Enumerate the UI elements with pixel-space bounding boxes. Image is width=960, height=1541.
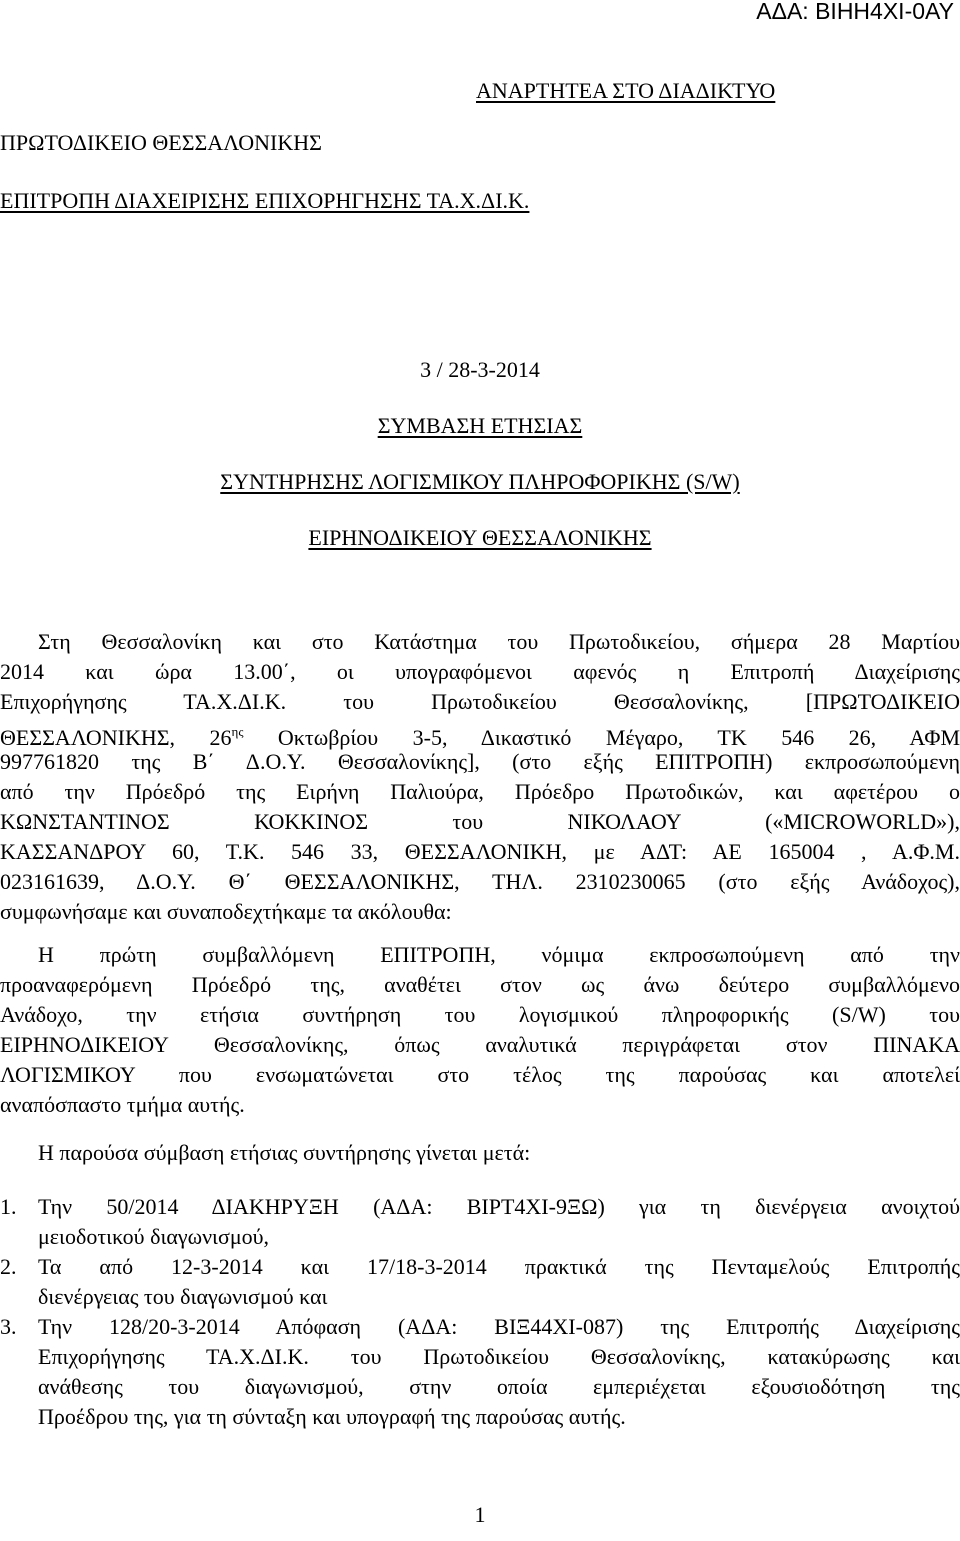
paragraph-line: αναπόσπαστο τμήμα αυτής.: [0, 1092, 245, 1117]
title-line-3-text: ΕΙΡΗΝΟΔΙΚΕΙΟΥ ΘΕΣΣΑΛΟΝΙΚΗΣ: [308, 525, 652, 550]
ordinal-superscript: ης: [231, 724, 244, 739]
paragraph-basis: [0, 1138, 960, 1168]
title-line-2-text: ΣΥΝΤΗΡΗΣΗΣ ΛΟΓΙΣΜΙΚΟΥ ΠΛΗΡΟΦΟΡΙΚΗΣ (S/W): [220, 469, 740, 494]
list-number: 3.: [0, 1314, 17, 1339]
paragraph-line: 2014 και ώρα 13.00΄, οι υπογραφόμενοι αφενός η Επιτροπή Διαχείρισης: [0, 659, 960, 684]
posting-note: ΑΝΑΡΤΗΤΕΑ ΣΤΟ ΔΙΑΔΙΚΤΥΟ: [476, 78, 776, 103]
title-line-2: [0, 469, 960, 495]
court-name: ΠΡΩΤΟΔΙΚΕΙΟ ΘΕΣΣΑΛΟΝΙΚΗΣ: [0, 130, 322, 155]
list-line: Επιχορήγησης ΤΑ.Χ.ΔΙ.Κ. του Πρωτοδικείου Θεσσαλονίκης, κατακύρωσης και: [38, 1344, 960, 1369]
paragraph-line: ΕΙΡΗΝΟΔΙΚΕΙΟΥ Θεσσαλονίκης, όπως αναλυτικά περιγράφεται στον ΠΙΝΑΚΑ: [0, 1032, 960, 1057]
title-line-3: [0, 525, 960, 551]
title-line-1-text: ΣΥΜΒΑΣΗ ΕΤΗΣΙΑΣ: [377, 413, 583, 438]
paragraph-line: Η πρώτη συμβαλλόμενη ΕΠΙΤΡΟΠΗ, νόμιμα εκπροσωπούμενη από την: [38, 942, 960, 967]
paragraph-line: ΚΑΣΣΑΝΔΡΟΥ 60, Τ.Κ. 546 33, ΘΕΣΣΑΛΟΝΙΚΗ, με ΑΔΤ: ΑΕ 165004 , Α.Φ.Μ.: [0, 839, 960, 864]
paragraph-line: ΛΟΓΙΣΜΙΚΟΥ που ενσωματώνεται στο τέλος της παρούσας και αποτελεί: [0, 1062, 960, 1087]
list-item: [0, 1252, 960, 1312]
basis-list: [0, 1192, 960, 1432]
committee-name: ΕΠΙΤΡΟΠΗ ΔΙΑΧΕΙΡΙΣΗΣ ΕΠΙΧΟΡΗΓΗΣΗΣ ΤΑ.Χ.ΔΙ.Κ.: [0, 188, 530, 213]
list-line: διενέργειας του διαγωνισμού και: [38, 1284, 328, 1309]
paragraph-line: Στη Θεσσαλονίκη και στο Κατάστημα του Πρωτοδικείου, σήμερα 28 Μαρτίου: [38, 629, 960, 654]
paragraph-line-part: ΘΕΣΣΑΛΟΝΙΚΗΣ, 26: [0, 725, 232, 750]
paragraph-line: [0, 717, 960, 750]
paragraph-line: από την Πρόεδρό της Ειρήνη Παλιούρα, Πρόεδρο Πρωτοδικών, και αφετέρου ο: [0, 779, 960, 804]
paragraph-line: Επιχορήγησης ΤΑ.Χ.ΔΙ.Κ. του Πρωτοδικείου Θεσσαλονίκης, [ΠΡΩΤΟΔΙΚΕΙΟ: [0, 689, 960, 714]
list-line: Την 128/20-3-2014 Απόφαση (ΑΔΑ: ΒΙΞ44ΧΙ-087) της Επιτροπής Διαχείρισης: [38, 1314, 960, 1339]
contract-number: 3 / 28-3-2014: [420, 357, 540, 382]
list-item: [0, 1192, 960, 1252]
list-line: Προέδρου της, για τη σύνταξη και υπογραφή της παρούσας αυτής.: [38, 1404, 626, 1429]
paragraph-line: ΚΩΝΣΤΑΝΤΙΝΟΣ ΚΟΚΚΙΝΟΣ του ΝΙΚΟΛΑΟΥ («MICROWORLD»),: [0, 809, 960, 834]
title-line-1: [0, 413, 960, 439]
list-line: ανάθεσης του διαγωνισμού, στην οποία εμπεριέχεται εξουσιοδότηση της: [38, 1374, 960, 1399]
paragraph-line: Ανάδοχο, την ετήσια συντήρηση του λογισμικού πληροφορικής (S/W) του: [0, 1002, 960, 1027]
paragraph-line-part: Οκτωβρίου 3-5, Δικαστικό Μέγαρο, ΤΚ 546 26, ΑΦΜ: [243, 725, 960, 750]
list-number: 2.: [0, 1254, 17, 1279]
paragraph-assignment: [0, 940, 960, 1120]
list-number: 1.: [0, 1194, 17, 1219]
page-number: 1: [474, 1502, 486, 1527]
list-line: Την 50/2014 ΔΙΑΚΗΡΥΞΗ (ΑΔΑ: ΒΙΡΤ4ΧΙ-9ΞΩ) για τη διενέργεια ανοιχτού: [38, 1194, 960, 1219]
paragraph-intro: [0, 627, 960, 927]
paragraph-line: συμφωνήσαμε και συναποδεχτήκαμε τα ακόλουθα:: [0, 899, 452, 924]
paragraph-line: προαναφερόμενη Πρόεδρό της, αναθέτει στον ως άνω δεύτερο συμβαλλόμενο: [0, 972, 960, 997]
paragraph-line: 997761820 της Β΄ Δ.Ο.Υ. Θεσσαλονίκης], (στο εξής ΕΠΙΤΡΟΠΗ) εκπροσωπούμενη: [0, 749, 960, 774]
list-item: [0, 1312, 960, 1432]
list-line: Τα από 12-3-2014 και 17/18-3-2014 πρακτικά της Πενταμελούς Επιτροπής: [38, 1254, 960, 1279]
paragraph-line: Η παρούσα σύμβαση ετήσιας συντήρησης γίνεται μετά:: [38, 1140, 531, 1165]
ada-code: ΑΔΑ: ΒΙΗΗ4ΧΙ-0ΑΥ: [756, 0, 954, 24]
paragraph-line: 023161639, Δ.Ο.Υ. Θ΄ ΘΕΣΣΑΛΟΝΙΚΗΣ, ΤΗΛ. 2310230065 (στο εξής Ανάδοχος),: [0, 869, 960, 894]
list-line: μειοδοτικού διαγωνισμού,: [38, 1224, 269, 1249]
